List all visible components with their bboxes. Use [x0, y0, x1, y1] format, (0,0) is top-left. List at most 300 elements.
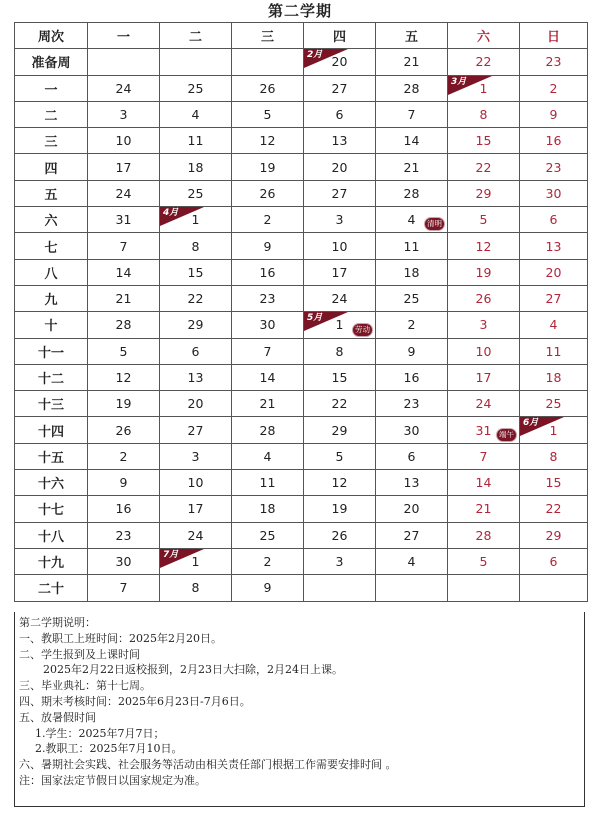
- day-cell: [520, 470, 588, 496]
- day-number: 4: [191, 107, 200, 123]
- day-cell: [232, 417, 304, 443]
- note-item-2-detail: 2025年2月22日返校报到，2月23日大扫除，2月24日上课。: [43, 663, 343, 677]
- note-item-6: 六、暑期社会实践、社会服务等活动由相关责任部门根据工作需要安排时间 。: [19, 758, 397, 772]
- day-cell: [88, 285, 160, 311]
- day-number: 26: [115, 422, 132, 438]
- day-number: 28: [259, 422, 276, 438]
- day-number: 22: [475, 159, 492, 175]
- day-number: 20: [331, 54, 348, 70]
- day-cell: [376, 75, 448, 101]
- day-cell: [232, 496, 304, 522]
- day-number: 2: [263, 554, 272, 570]
- day-number: 5: [479, 212, 488, 228]
- day-number: 2: [407, 317, 416, 333]
- day-cell: [376, 391, 448, 417]
- day-number: 30: [403, 422, 420, 438]
- day-cell: [520, 496, 588, 522]
- calendar-week-row: [15, 312, 588, 338]
- holiday-badge: 清明: [427, 219, 442, 229]
- day-number: 31: [115, 212, 132, 228]
- week-label: 三: [15, 128, 88, 154]
- day-cell: [520, 522, 588, 548]
- day-number: 22: [331, 396, 348, 412]
- week-label: 十九: [15, 548, 88, 574]
- day-number: 25: [545, 396, 562, 412]
- day-cell: [88, 101, 160, 127]
- day-cell: [304, 101, 376, 127]
- day-cell: [304, 522, 376, 548]
- day-cell: [304, 312, 376, 338]
- day-cell: [88, 312, 160, 338]
- day-number: 13: [187, 370, 204, 385]
- calendar-body: [15, 49, 588, 601]
- day-cell: [448, 207, 520, 233]
- day-number: 29: [187, 317, 204, 333]
- day-number: 15: [545, 475, 562, 491]
- week-label: 十: [15, 312, 88, 338]
- week-label: 十一: [15, 338, 88, 364]
- day-cell: [160, 338, 232, 364]
- day-cell: [304, 285, 376, 311]
- day-number: 24: [115, 185, 132, 201]
- day-number: 20: [331, 159, 348, 175]
- day-number: 6: [407, 448, 416, 464]
- day-cell: [88, 548, 160, 574]
- day-cell: [160, 285, 232, 311]
- day-cell: [304, 443, 376, 469]
- day-number: 3: [119, 107, 128, 123]
- day-number: 7: [119, 238, 128, 254]
- day-cell: [304, 496, 376, 522]
- calendar-week-row: [15, 49, 588, 75]
- week-label: 六: [15, 207, 88, 233]
- day-number: 27: [187, 422, 204, 438]
- header-sat: 六: [448, 23, 520, 49]
- day-cell: [88, 364, 160, 390]
- day-number: 20: [403, 501, 420, 517]
- week-label: 二: [15, 101, 88, 127]
- day-number: 4: [263, 448, 272, 464]
- day-number: 12: [259, 133, 276, 149]
- day-cell: [376, 364, 448, 390]
- day-cell: [448, 49, 520, 75]
- week-label: 九: [15, 285, 88, 311]
- day-number: 6: [191, 343, 200, 359]
- day-number: 21: [475, 501, 492, 517]
- day-number: 12: [331, 475, 348, 491]
- day-number: 1: [191, 212, 200, 228]
- day-cell: [520, 443, 588, 469]
- day-number: 23: [259, 291, 276, 307]
- day-number: 15: [475, 133, 492, 149]
- week-label: 八: [15, 259, 88, 285]
- day-cell: [232, 180, 304, 206]
- day-cell: [232, 522, 304, 548]
- header-wed: 三: [232, 23, 304, 49]
- week-label: 十五: [15, 443, 88, 469]
- day-cell: [304, 75, 376, 101]
- day-cell: [304, 259, 376, 285]
- day-number: 8: [479, 107, 488, 123]
- day-cell: [88, 207, 160, 233]
- day-number: 5: [263, 107, 272, 123]
- day-number: 22: [475, 54, 492, 70]
- day-number: 2: [263, 212, 272, 228]
- day-number: 11: [187, 133, 204, 149]
- day-cell: [448, 443, 520, 469]
- day-number: 29: [475, 185, 492, 201]
- day-cell: [376, 575, 448, 601]
- day-cell: [520, 364, 588, 390]
- day-cell: [376, 207, 448, 233]
- day-number: 24: [115, 80, 132, 96]
- week-label: 十二: [15, 364, 88, 390]
- semester-title: 第二学期: [267, 2, 332, 20]
- day-cell: [88, 496, 160, 522]
- day-number: 28: [475, 527, 492, 543]
- day-number: 17: [115, 159, 132, 175]
- day-number: 10: [331, 238, 348, 254]
- day-number: 9: [119, 475, 128, 491]
- day-number: 4: [407, 212, 416, 228]
- day-cell: [304, 364, 376, 390]
- day-number: 3: [335, 212, 344, 228]
- day-cell: [160, 259, 232, 285]
- note-item-5-staff: 2.教职工：2025年7月10日。: [35, 742, 183, 756]
- day-number: 15: [187, 264, 204, 280]
- day-number: 21: [115, 291, 132, 307]
- day-number: 30: [259, 317, 276, 333]
- day-cell: [376, 154, 448, 180]
- day-number: 10: [187, 475, 204, 491]
- day-cell: [232, 443, 304, 469]
- day-number: 31: [475, 422, 492, 438]
- day-cell: [160, 417, 232, 443]
- month-start-label: 2月: [307, 50, 323, 61]
- day-number: 21: [259, 396, 276, 412]
- day-number: 8: [191, 238, 200, 254]
- day-number: 26: [331, 527, 348, 543]
- day-cell: [448, 101, 520, 127]
- day-number: 17: [331, 264, 348, 280]
- calendar-header-row: [15, 23, 588, 49]
- day-cell: [376, 101, 448, 127]
- day-cell: [448, 470, 520, 496]
- day-number: 18: [187, 159, 204, 175]
- day-number: 2: [549, 80, 558, 96]
- day-number: 1: [479, 80, 488, 96]
- calendar-week-row: [15, 101, 588, 127]
- day-cell: [160, 443, 232, 469]
- day-number: 20: [545, 264, 562, 280]
- day-cell: [376, 259, 448, 285]
- day-cell: [520, 312, 588, 338]
- day-number: 5: [479, 554, 488, 570]
- day-cell: [232, 128, 304, 154]
- day-number: 14: [475, 475, 492, 491]
- day-number: 16: [259, 264, 276, 280]
- day-cell: [88, 391, 160, 417]
- day-cell: [232, 207, 304, 233]
- day-number: 13: [545, 238, 562, 254]
- calendar-week-row: [15, 470, 588, 496]
- day-number: 4: [549, 317, 558, 333]
- day-cell: [304, 233, 376, 259]
- calendar-week-row: [15, 75, 588, 101]
- day-number: 13: [331, 133, 348, 149]
- day-number: 30: [115, 554, 132, 570]
- day-number: 27: [403, 527, 420, 543]
- calendar-week-row: [15, 128, 588, 154]
- calendar-week-row: [15, 207, 588, 233]
- day-cell: [160, 101, 232, 127]
- day-number: 6: [335, 107, 344, 123]
- day-number: 7: [407, 107, 416, 123]
- day-cell: [376, 338, 448, 364]
- week-label: 十八: [15, 522, 88, 548]
- day-cell: [232, 548, 304, 574]
- day-cell: [520, 575, 588, 601]
- day-cell: [160, 207, 232, 233]
- day-cell: [520, 207, 588, 233]
- day-number: 23: [545, 54, 562, 70]
- day-number: 19: [331, 501, 348, 517]
- day-cell: [448, 154, 520, 180]
- day-cell: [520, 154, 588, 180]
- holiday-badge: 劳动: [355, 324, 370, 334]
- day-number: 9: [407, 343, 416, 359]
- day-cell: [304, 391, 376, 417]
- week-label: 二十: [15, 575, 88, 601]
- day-number: 13: [403, 475, 420, 491]
- calendar-week-row: [15, 496, 588, 522]
- calendar-week-row: [15, 548, 588, 574]
- day-cell: [520, 101, 588, 127]
- day-cell: [376, 443, 448, 469]
- day-cell: [160, 233, 232, 259]
- day-cell: [520, 338, 588, 364]
- day-number: 23: [403, 396, 420, 412]
- note-item-5: 五、放暑假时间: [19, 710, 96, 724]
- day-number: 1: [191, 554, 200, 570]
- month-start-label: 6月: [523, 418, 539, 429]
- day-cell: [304, 548, 376, 574]
- day-cell: [160, 575, 232, 601]
- day-cell: [160, 180, 232, 206]
- day-cell: [448, 575, 520, 601]
- day-cell: [88, 49, 160, 75]
- day-cell: [520, 49, 588, 75]
- day-cell: [376, 522, 448, 548]
- day-number: 8: [335, 343, 344, 359]
- note-item-1: 一、教职工上班时间：2025年2月20日。: [19, 631, 222, 645]
- header-thu: 四: [304, 23, 376, 49]
- calendar-week-row: [15, 285, 588, 311]
- day-cell: [232, 470, 304, 496]
- day-cell: [520, 285, 588, 311]
- day-cell: [88, 575, 160, 601]
- day-cell: [448, 180, 520, 206]
- day-cell: [448, 233, 520, 259]
- day-cell: [160, 496, 232, 522]
- day-number: 11: [403, 238, 420, 254]
- day-cell: [520, 548, 588, 574]
- notes-footnote: 注：国家法定节假日以国家规定为准。: [19, 773, 206, 787]
- week-label: 准备周: [15, 49, 88, 75]
- week-label: 十七: [15, 496, 88, 522]
- note-item-4: 四、期末考核时间：2025年6月23日-7月6日。: [19, 694, 251, 708]
- semester-notes: [14, 612, 585, 807]
- day-number: 23: [115, 527, 132, 543]
- day-cell: [304, 49, 376, 75]
- day-number: 28: [115, 317, 132, 333]
- day-number: 7: [479, 448, 488, 464]
- day-number: 3: [335, 554, 344, 570]
- calendar-week-row: [15, 233, 588, 259]
- day-cell: [520, 259, 588, 285]
- day-number: 26: [259, 185, 276, 201]
- day-number: 27: [331, 185, 348, 201]
- day-number: 7: [119, 580, 128, 596]
- day-number: 17: [187, 501, 204, 517]
- day-cell: [304, 154, 376, 180]
- calendar-week-row: [15, 522, 588, 548]
- day-cell: [304, 207, 376, 233]
- day-cell: [88, 75, 160, 101]
- week-label: 十三: [15, 391, 88, 417]
- day-number: 28: [403, 185, 420, 201]
- day-number: 12: [475, 238, 492, 254]
- day-cell: [448, 522, 520, 548]
- week-label: 四: [15, 154, 88, 180]
- day-number: 18: [545, 370, 562, 385]
- day-cell: [160, 470, 232, 496]
- day-number: 1: [335, 317, 344, 333]
- day-number: 16: [115, 501, 132, 517]
- day-cell: [88, 443, 160, 469]
- holiday-badge: 端午: [499, 429, 514, 439]
- month-start-label: 3月: [451, 76, 467, 87]
- note-item-5-students: 1.学生：2025年7月7日；: [35, 726, 165, 740]
- day-cell: [304, 575, 376, 601]
- day-number: 9: [263, 580, 272, 596]
- day-number: 14: [115, 264, 132, 280]
- day-number: 23: [545, 159, 562, 175]
- day-number: 8: [191, 580, 200, 596]
- day-cell: [160, 49, 232, 75]
- day-cell: [160, 128, 232, 154]
- day-number: 11: [259, 475, 276, 491]
- day-number: 17: [475, 370, 492, 385]
- day-number: 25: [187, 185, 204, 201]
- day-number: 18: [403, 264, 420, 280]
- day-number: 28: [403, 80, 420, 96]
- day-cell: [160, 391, 232, 417]
- day-cell: [88, 417, 160, 443]
- day-cell: [520, 75, 588, 101]
- day-cell: [376, 548, 448, 574]
- day-cell: [160, 312, 232, 338]
- day-cell: [448, 259, 520, 285]
- day-cell: [88, 128, 160, 154]
- day-cell: [160, 75, 232, 101]
- day-cell: [88, 180, 160, 206]
- calendar-week-row: [15, 391, 588, 417]
- day-number: 4: [407, 554, 416, 570]
- day-number: 30: [545, 185, 562, 201]
- day-cell: [448, 312, 520, 338]
- day-number: 19: [259, 159, 276, 175]
- week-label: 十六: [15, 470, 88, 496]
- day-cell: [160, 154, 232, 180]
- day-cell: [88, 522, 160, 548]
- header-tue: 二: [160, 23, 232, 49]
- day-number: 25: [259, 527, 276, 543]
- day-number: 6: [549, 554, 558, 570]
- header-mon: 一: [88, 23, 160, 49]
- day-cell: [88, 338, 160, 364]
- day-number: 19: [475, 264, 492, 280]
- day-number: 29: [331, 422, 348, 438]
- day-cell: [520, 128, 588, 154]
- day-cell: [520, 233, 588, 259]
- day-number: 24: [475, 396, 492, 412]
- week-label: 一: [15, 75, 88, 101]
- note-item-2: 二、学生报到及上课时间: [19, 647, 140, 661]
- day-number: 5: [335, 448, 344, 464]
- day-cell: [520, 180, 588, 206]
- day-number: 7: [263, 343, 272, 359]
- notes-heading: 第二学期说明：: [19, 616, 96, 629]
- day-cell: [232, 364, 304, 390]
- day-cell: [88, 259, 160, 285]
- day-cell: [232, 312, 304, 338]
- day-cell: [232, 338, 304, 364]
- calendar-week-row: [15, 443, 588, 469]
- day-cell: [376, 180, 448, 206]
- day-cell: [376, 470, 448, 496]
- day-cell: [88, 470, 160, 496]
- calendar-week-row: [15, 417, 588, 443]
- day-cell: [160, 522, 232, 548]
- day-cell: [304, 338, 376, 364]
- day-number: 22: [187, 291, 204, 307]
- day-cell: [448, 75, 520, 101]
- day-cell: [520, 417, 588, 443]
- day-number: 18: [259, 501, 276, 517]
- month-start-label: 4月: [163, 208, 179, 219]
- week-label: 十四: [15, 417, 88, 443]
- day-number: 24: [331, 291, 348, 307]
- day-number: 24: [187, 527, 204, 543]
- calendar-week-row: [15, 180, 588, 206]
- day-number: 16: [403, 370, 420, 385]
- day-cell: [376, 49, 448, 75]
- calendar-week-row: [15, 338, 588, 364]
- day-number: 11: [545, 343, 562, 359]
- day-number: 19: [115, 396, 132, 412]
- day-number: 3: [479, 317, 488, 333]
- day-number: 26: [475, 291, 492, 307]
- calendar-week-row: [15, 364, 588, 390]
- day-cell: [448, 496, 520, 522]
- day-cell: [376, 496, 448, 522]
- day-cell: [376, 417, 448, 443]
- note-item-3: 三、毕业典礼：第十七周。: [19, 679, 151, 693]
- day-number: 9: [549, 107, 558, 123]
- day-cell: [448, 417, 520, 443]
- day-cell: [376, 128, 448, 154]
